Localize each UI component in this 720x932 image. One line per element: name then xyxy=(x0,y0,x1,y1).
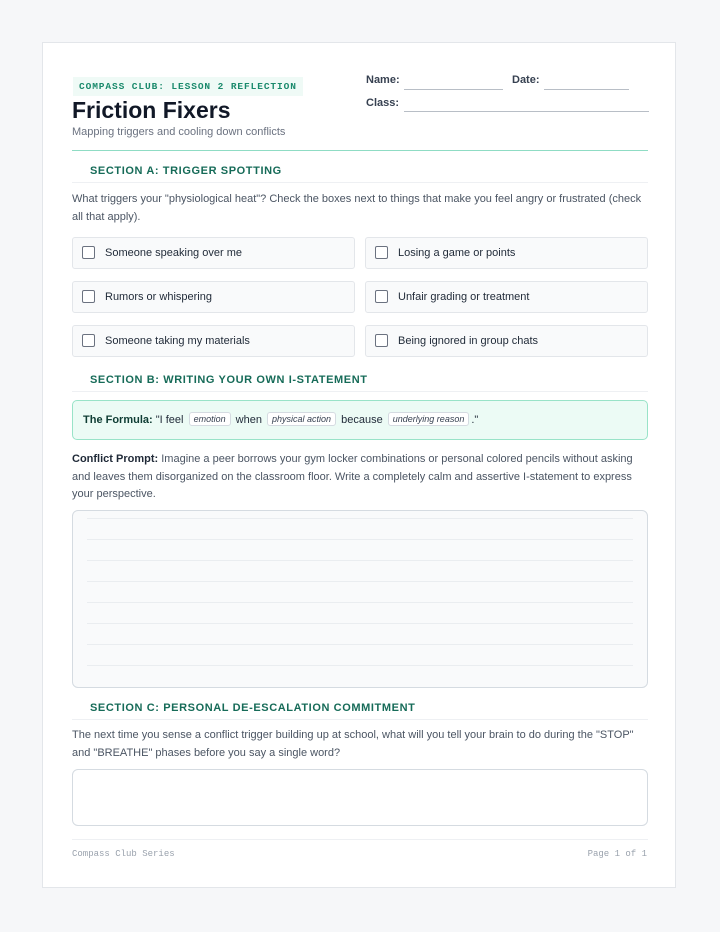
class-label: Class: xyxy=(366,97,400,109)
date-field[interactable] xyxy=(544,89,629,90)
page-subtitle: Mapping triggers and cooling down conflicts xyxy=(72,126,286,138)
section-a-prompt: What triggers your "physiological heat"? Check the boxes next to things that make you feel angry or frustrated (check all that apply). xyxy=(72,193,642,223)
commitment-answer-box[interactable] xyxy=(72,769,648,826)
conflict-prompt xyxy=(72,451,652,504)
trigger-option-label: Someone speaking over me xyxy=(105,247,242,259)
section-c-divider xyxy=(72,719,648,720)
checkbox[interactable] xyxy=(82,246,95,259)
trigger-option[interactable] xyxy=(72,281,355,313)
formula-because: because xyxy=(341,414,383,426)
reason-slot: underlying reason xyxy=(388,412,470,426)
trigger-option[interactable] xyxy=(365,237,648,269)
formula-when: when xyxy=(235,414,262,426)
writing-line xyxy=(87,560,633,561)
writing-line xyxy=(87,644,633,645)
formula-close: ." xyxy=(471,414,479,426)
writing-line xyxy=(87,581,633,582)
page-title: Friction Fixers xyxy=(72,97,231,123)
trigger-option-label: Rumors or whispering xyxy=(105,291,212,303)
footer-page-number: Page 1 of 1 xyxy=(587,849,647,859)
date-label: Date: xyxy=(512,74,540,86)
checkbox[interactable] xyxy=(82,290,95,303)
section-b-divider xyxy=(72,391,648,392)
trigger-option-label: Unfair grading or treatment xyxy=(398,291,530,303)
conflict-prompt-text: Imagine a peer borrows your gym locker combinations or personal colored pencils without asking and leaves them disorganized on the classroom floor. Write a completely calm and assertive I-statement to express your perspective. xyxy=(72,453,633,500)
i-statement-answer-area[interactable] xyxy=(72,510,648,688)
trigger-option[interactable] xyxy=(72,325,355,357)
conflict-prompt-label: Conflict Prompt: xyxy=(72,453,159,465)
name-label: Name: xyxy=(366,74,400,86)
header-divider xyxy=(72,150,648,151)
action-slot: physical action xyxy=(267,412,336,426)
section-a-title: SECTION A: TRIGGER SPOTTING xyxy=(90,165,282,177)
checkbox[interactable] xyxy=(375,246,388,259)
trigger-option[interactable] xyxy=(365,325,648,357)
trigger-option-label: Losing a game or points xyxy=(398,247,516,259)
formula-label: The Formula: xyxy=(83,414,153,426)
writing-line xyxy=(87,518,633,519)
section-a-divider xyxy=(72,182,648,183)
class-field[interactable] xyxy=(404,111,649,112)
section-b-title: SECTION B: WRITING YOUR OWN I-STATEMENT xyxy=(90,374,368,386)
footer-divider xyxy=(72,839,648,840)
checkbox[interactable] xyxy=(375,290,388,303)
writing-line xyxy=(87,623,633,624)
section-c-title: SECTION C: PERSONAL DE-ESCALATION COMMITMENT xyxy=(90,702,416,714)
worksheet-page xyxy=(42,42,676,888)
writing-line xyxy=(87,602,633,603)
emotion-slot: emotion xyxy=(189,412,231,426)
trigger-option[interactable] xyxy=(72,237,355,269)
formula-open: "I feel xyxy=(155,414,184,426)
section-c-prompt: The next time you sense a conflict trigger building up at school, what will you tell your brain to do during the "STOP" and "BREATHE" phases before you say a single word? xyxy=(72,729,634,759)
checkbox[interactable] xyxy=(82,334,95,347)
writing-line xyxy=(87,665,633,666)
formula-box xyxy=(72,400,648,440)
trigger-option-label: Someone taking my materials xyxy=(105,335,250,347)
trigger-option-label: Being ignored in group chats xyxy=(398,335,539,347)
footer-series: Compass Club Series xyxy=(72,849,175,859)
name-field[interactable] xyxy=(404,89,503,90)
checkbox[interactable] xyxy=(375,334,388,347)
trigger-option[interactable] xyxy=(365,281,648,313)
writing-line xyxy=(87,539,633,540)
lesson-tag: COMPASS CLUB: LESSON 2 REFLECTION xyxy=(73,77,303,96)
